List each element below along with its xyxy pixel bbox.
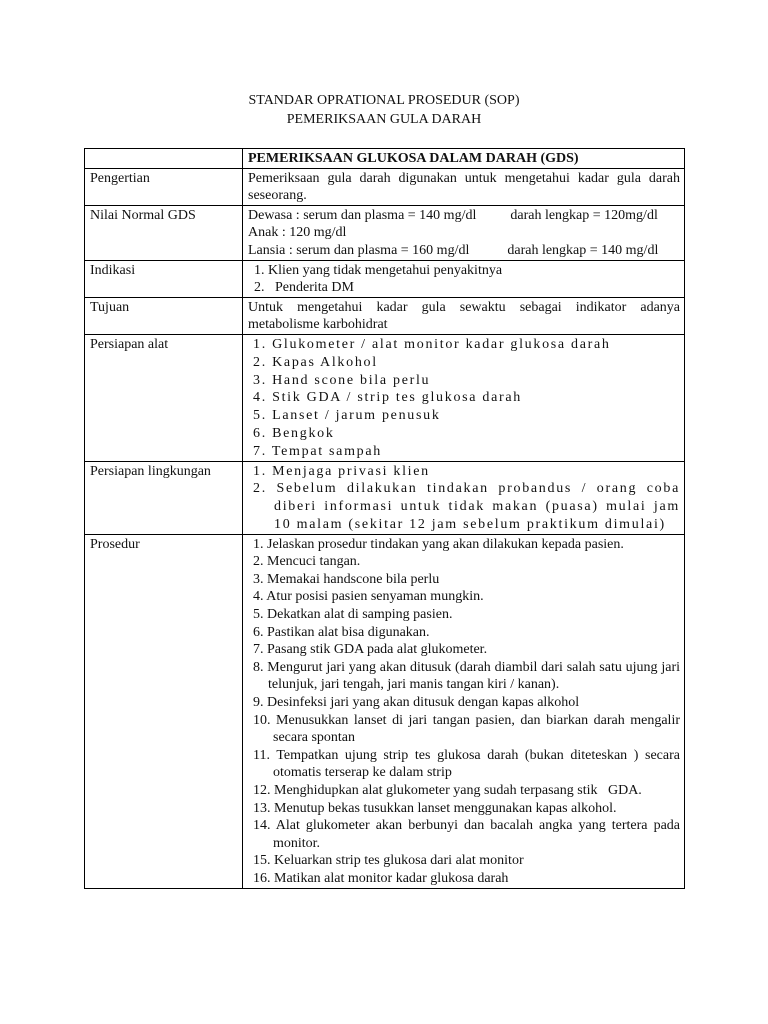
row-label: Pengertian [85,168,243,205]
tujuan-text: Untuk mengetahui kadar gula sewaktu sebagai indikator adanya metabolisme karbohidrat [243,297,685,334]
table-heading: PEMERIKSAAN GLUKOSA DALAM DARAH (GDS) [243,149,685,169]
list-item: 1. Menjaga privasi klien [253,463,430,479]
persiapan-alat-list [243,334,685,461]
row-prosedur [85,534,685,888]
list-item: 14. Alat glukometer akan berbunyi dan bacalah angka yang tertera pada monitor. [253,818,680,851]
prosedur-list [243,534,685,888]
list-item: 2. Mencuci tangan. [253,554,361,570]
row-tujuan [85,297,685,334]
row-pengertian [85,168,685,205]
list-item: 8. Mengurut jari yang akan ditusuk (darah diambil dari salah satu ujung jari telunjuk, jari tengah, jari manis tangan kiri / kanan). [253,659,680,693]
list-item: 4. Atur posisi pasien senyaman mungkin. [253,589,484,605]
list-item: 7. Pasang stik GDA pada alat glukometer. [253,642,488,658]
list-item: 7. Tempat sampah [253,443,382,459]
row-label: Tujuan [85,297,243,334]
lansia-darah-value: darah lengkap = 140 mg/dl [507,242,659,258]
list-item: 1. Glukometer / alat monitor kadar glukosa darah [253,336,611,352]
row-label: Nilai Normal GDS [85,205,243,260]
row-label: Prosedur [85,534,243,888]
row-nilai-normal [85,205,685,260]
table-header-row [85,149,685,169]
dewasa-serum-value: Dewasa : serum dan plasma = 140 mg/dl [248,207,477,223]
row-label: Indikasi [85,260,243,297]
indikasi-list [243,260,685,297]
nilai-normal-values [243,205,685,260]
list-item: 9. Desinfeksi jari yang akan ditusuk dengan kapas alkohol [253,695,580,711]
row-persiapan-alat [85,334,685,461]
list-item: 1. Klien yang tidak mengetahui penyakitnya [254,262,503,278]
list-item: 11. Tempatkan ujung strip tes glukosa darah (bukan diteteskan ) secara otomatis terserap ke dalam strip [253,747,680,781]
list-item: 1. Jelaskan prosedur tindakan yang akan dilakukan kepada pasien. [253,536,624,552]
document-header [0,91,768,129]
row-label: Persiapan lingkungan [85,461,243,534]
list-item: 2. Kapas Alkohol [253,354,378,370]
list-item: 5. Dekatkan alat di samping pasien. [253,607,453,623]
list-item: 13. Menutup bekas tusukkan lanset menggunakan kapas alkohol. [253,800,617,816]
list-item: 4. Stik GDA / strip tes glukosa darah [253,390,522,406]
list-item: 2. Penderita DM [254,280,354,296]
document-title: STANDAR OPRATIONAL PROSEDUR (SOP) [248,93,520,108]
list-item: 3. Memakai handscone bila perlu [253,571,440,587]
header-label-cell [85,149,243,169]
pengertian-text: Pemeriksaan gula darah digunakan untuk mengetahui kadar gula darah seseorang. [243,168,685,205]
list-item: 12. Menghidupkan alat glukometer yang sudah terpasang stik GDA. [253,783,642,799]
row-indikasi [85,260,685,297]
row-persiapan-lingkungan [85,461,685,534]
document-subtitle: PEMERIKSAAN GULA DARAH [286,112,482,127]
list-item: 15. Keluarkan strip tes glukosa dari alat monitor [253,853,524,869]
lansia-serum-value: Lansia : serum dan plasma = 160 mg/dl [248,242,470,258]
list-item: 3. Hand scone bila perlu [253,372,431,388]
list-item: 6. Bengkok [253,425,335,441]
list-item: 5. Lanset / jarum penusuk [253,408,441,424]
list-item: 16. Matikan alat monitor kadar glukosa darah [253,870,509,886]
list-item: 6. Pastikan alat bisa digunakan. [253,624,430,640]
list-item: 2. Sebelum dilakukan tindakan probandus / orang coba diberi informasi untuk tidak makan (puasa) mulai jam 10 malam (sekitar 12 jam sebelum praktikum dimulai) [253,481,680,532]
row-label: Persiapan alat [85,334,243,461]
list-item: 10. Menusukkan lanset di jari tangan pasien, dan biarkan darah mengalir secara spontan [253,712,680,746]
sop-table [84,148,685,889]
anak-value: Anak : 120 mg/dl [248,225,347,241]
persiapan-lingkungan-list [243,461,685,534]
dewasa-darah-value: darah lengkap = 120mg/dl [510,207,658,223]
